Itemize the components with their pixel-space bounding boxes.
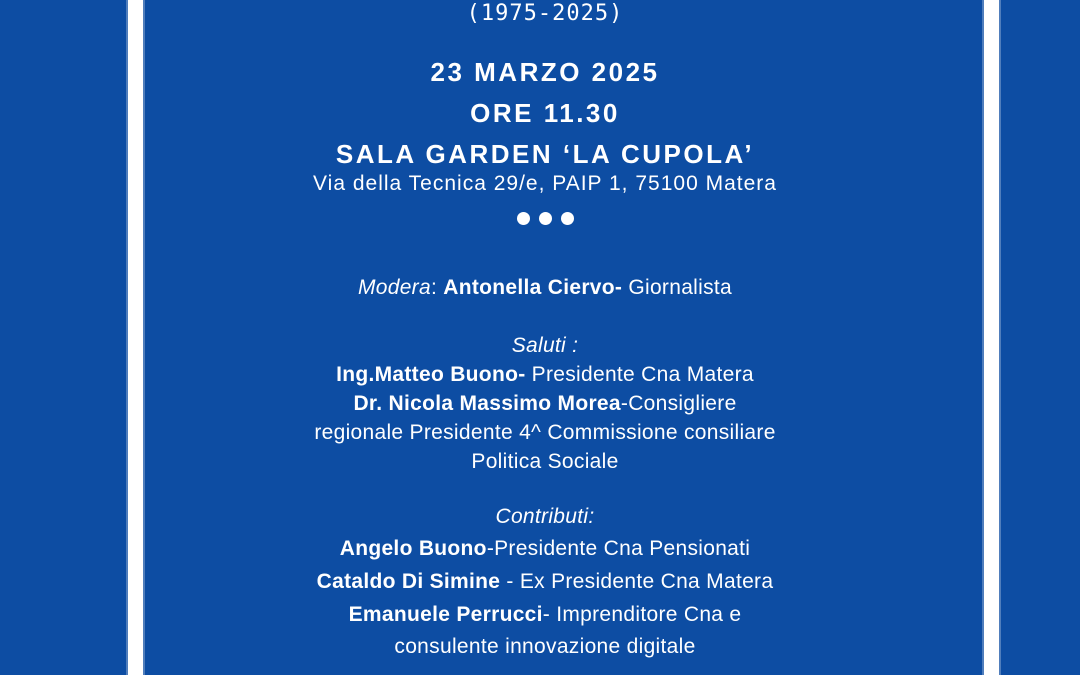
contributi-role-continuation: consulente innovazione digitale	[394, 635, 696, 658]
contributi-speaker-line	[5, 601, 1080, 629]
speaker-name: Emanuele Perrucci	[348, 603, 543, 626]
speaker-role: Presidente Cna Matera	[525, 363, 754, 386]
saluti-speaker-line	[5, 361, 1080, 389]
saluti-role-continuation: Politica Sociale	[471, 450, 619, 473]
event-venue: SALA GARDEN ‘LA CUPOLA’	[335, 139, 755, 169]
contributi-heading: Contributi:	[495, 505, 595, 528]
dot-icon	[539, 212, 552, 225]
saluti-heading: Saluti :	[511, 334, 579, 357]
anniversary-years: (1975-2025)	[466, 1, 624, 26]
moderator-line	[5, 274, 1080, 302]
speaker-name: Dr. Nicola Massimo Morea	[353, 392, 621, 415]
saluti-role-continuation: regionale Presidente 4^ Commissione consiliare	[314, 421, 776, 444]
dot-icon	[517, 212, 530, 225]
speaker-role: - Ex Presidente Cna Matera	[500, 570, 774, 593]
saluti-speaker-line	[5, 390, 1080, 418]
speaker-name: Angelo Buono	[339, 537, 487, 560]
event-date: 23 MARZO 2025	[430, 57, 660, 87]
contributi-speaker-line	[5, 535, 1080, 563]
contributi-speaker-line	[5, 568, 1080, 596]
moderator-separator: :	[430, 276, 444, 299]
speaker-role: -Consigliere	[620, 392, 737, 415]
moderator-role: Giornalista	[622, 276, 733, 299]
speaker-role: - Imprenditore Cna e	[542, 603, 742, 626]
moderator-label: Modera	[357, 276, 431, 299]
dot-icon	[561, 212, 574, 225]
speaker-role: -Presidente Cna Pensionati	[486, 537, 751, 560]
event-time: ORE 11.30	[470, 98, 620, 128]
venue-address: Via della Tecnica 29/e, PAIP 1, 75100 Matera	[313, 172, 777, 195]
moderator-name: Antonella Ciervo-	[443, 276, 623, 299]
speaker-name: Cataldo Di Simine	[316, 570, 501, 593]
speaker-name: Ing.Matteo Buono-	[336, 363, 526, 386]
dots-divider-icon	[5, 211, 1080, 225]
